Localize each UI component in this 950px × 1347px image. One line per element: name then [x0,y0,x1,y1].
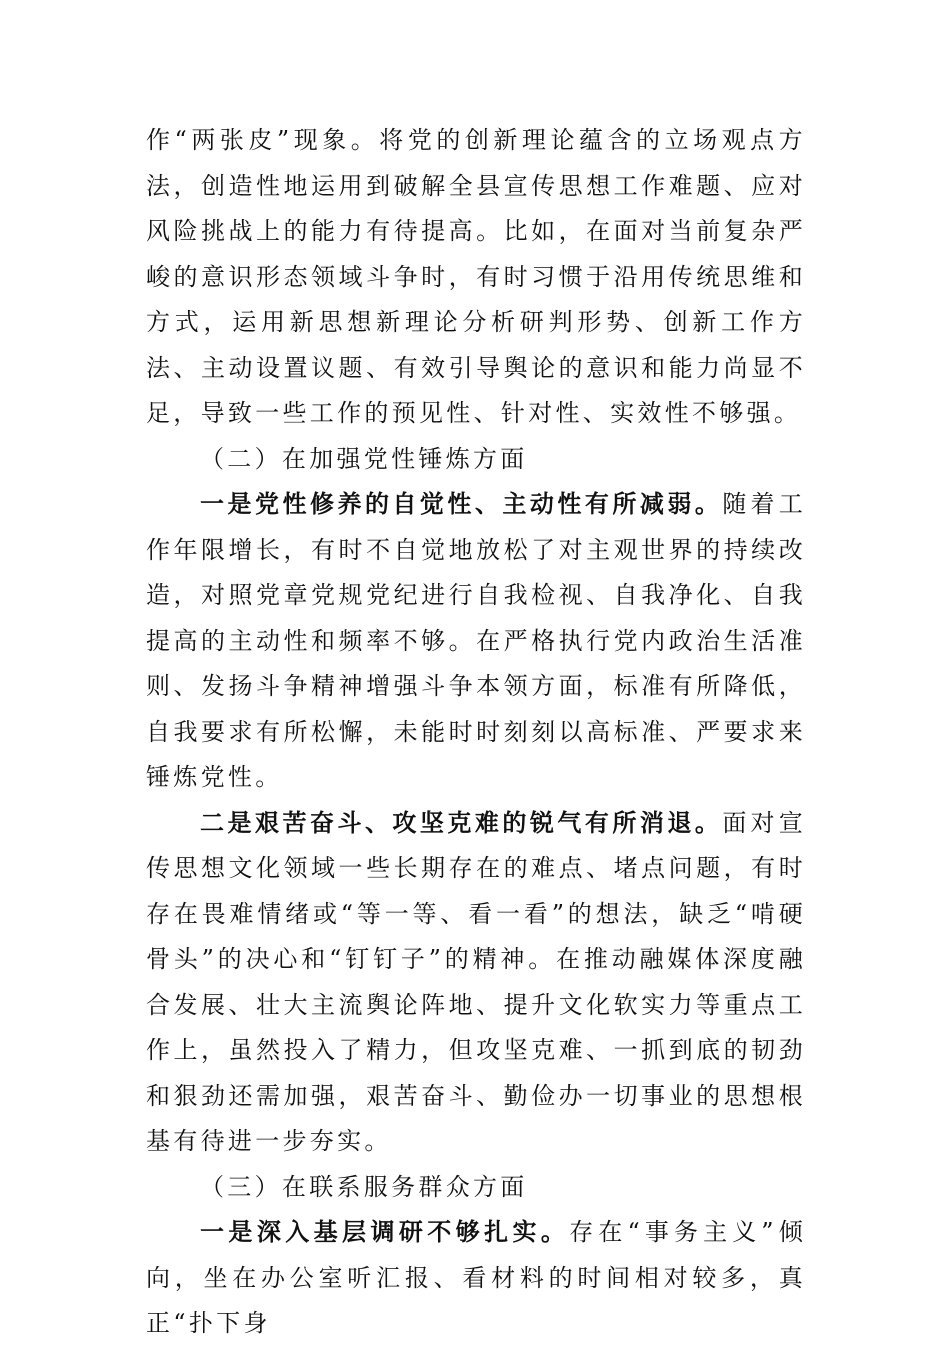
paragraph-lead: 二是艰苦奋斗、攻坚克难的锐气有所消退。 [200,808,723,837]
section-heading-text: （三）在联系服务群众方面 [200,1172,528,1201]
paragraph-party-spirit-1 [146,482,806,801]
section-heading-3 [146,1165,806,1211]
section-heading-text: （二）在加强党性锤炼方面 [200,444,528,473]
paragraph-text: 随着工作年限增长，有时不自觉地放松了对主观世界的持续改造，对照党章党规党纪进行自我检视、自我净化、自我提高的主动性和频率不够。在严格执行党内政治生活准则、发扬斗争精神增强斗争本领方面，标准有所降低，自我要求有所松懈，未能时时刻刻以高标准、严要求来锤炼党性。 [146,490,806,791]
paragraph-lead: 一是党性修养的自觉性、主动性有所减弱。 [200,490,723,518]
paragraph-text: 作“两张皮”现象。将党的创新理论蕴含的立场观点方法，创造性地运用到破解全县宣传思想工作难题、应对风险挑战上的能力有待提高。比如，在面对当前复杂严峻的意识形态领域斗争时，有时习惯于沿用传统思维和方式，运用新思想新理论分析研判形势、创新工作方法、主动设置议题、有效引导舆论的意识和能力尚显不足，导致一些工作的预见性、针对性、实效性不够强。 [146,126,806,427]
paragraph-text: 存在“事务主义”倾向，坐在办公室听汇报、看材料的时间相对较多，真正“扑下身 [146,1218,806,1337]
section-heading-2 [146,437,806,483]
paragraph-text: 面对宣传思想文化领域一些长期存在的难点、堵点问题，有时存在畏难情绪或“等一等、看一看”的想法，缺乏“啃硬骨头”的决心和“钉钉子”的精神。在推动融媒体深度融合发展、壮大主流舆论阵地、提升文化软实力等重点工作上，虽然投入了精力，但攻坚克难、一抓到底的韧劲和狠劲还需加强，艰苦奋斗、勤俭办一切事业的思想根基有待进一步夯实。 [146,808,806,1155]
paragraph-continuation [146,118,806,437]
paragraph-serve-masses-1 [146,1210,806,1347]
paragraph-party-spirit-2 [146,801,806,1165]
document-page [146,118,806,1347]
paragraph-lead: 一是深入基层调研不够扎实。 [200,1218,570,1246]
